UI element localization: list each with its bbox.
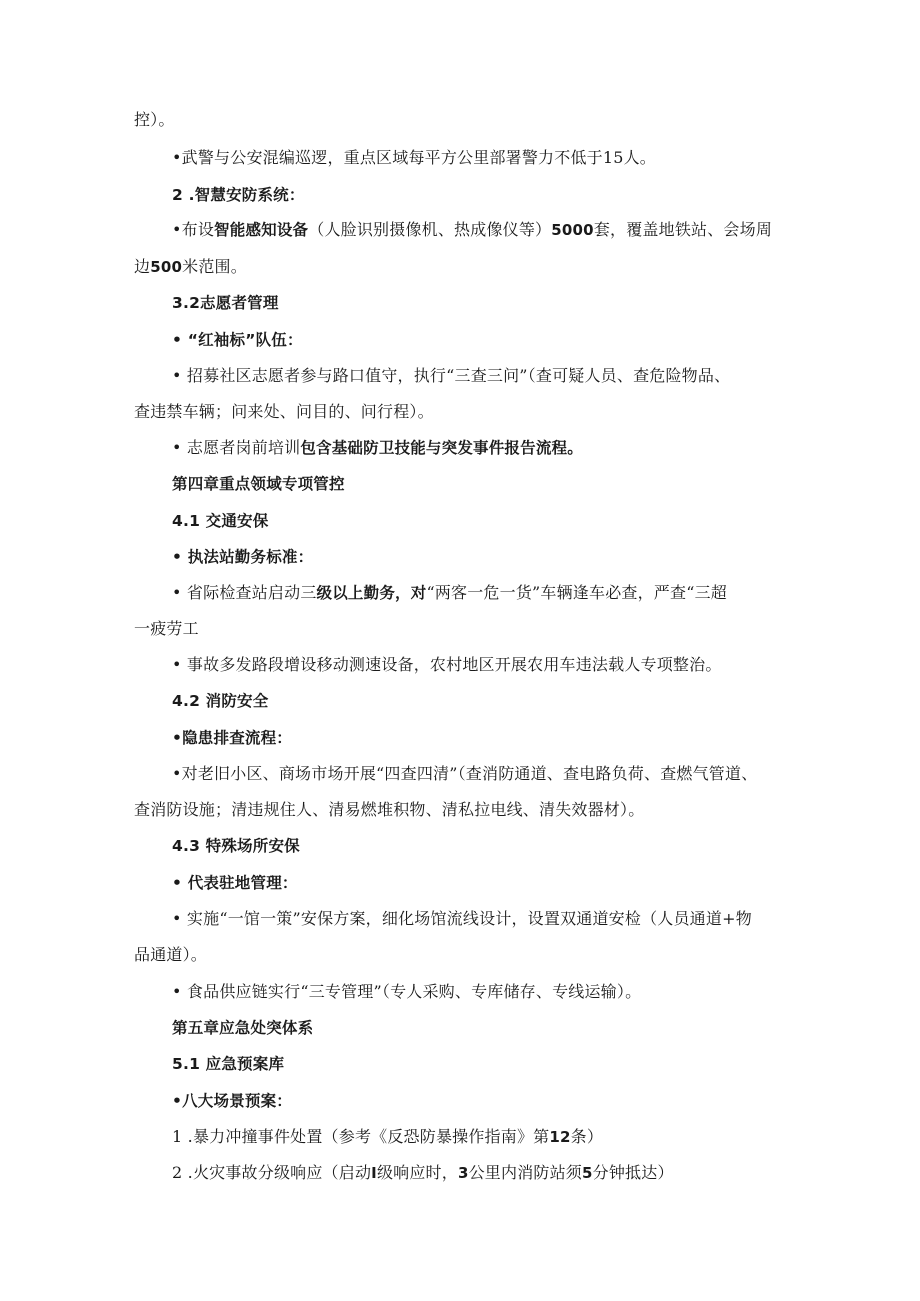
text-line: 一疲劳工 bbox=[134, 619, 199, 638]
text-line: 边500米范围。 bbox=[134, 257, 247, 276]
bullet-heading: •隐患排查流程： bbox=[172, 729, 293, 747]
text-line: 品通道）。 bbox=[134, 945, 208, 964]
section-heading: 4.1 交通安保 bbox=[172, 512, 269, 530]
bullet-item: • 食品供应链实行“三专管理”（专人采购、专库储存、专线运输）。 bbox=[172, 982, 642, 1001]
section-heading: 3.2志愿者管理 bbox=[172, 294, 279, 312]
bullet-item: • 志愿者岗前培训包含基础防卫技能与突发事件报告流程。 bbox=[172, 438, 583, 457]
bullet-item: • 事故多发路段增设移动测速设备，农村地区开展农用车违法载人专项整治。 bbox=[172, 655, 722, 674]
section-heading: 4.3 特殊场所安保 bbox=[172, 837, 300, 855]
section-heading: 4.2 消防安全 bbox=[172, 692, 269, 710]
bullet-heading: • 执法站勤务标准： bbox=[172, 548, 314, 566]
bullet-item: • 招募社区志愿者参与路口值守，执行“三查三问”（查可疑人员、查危险物品、 bbox=[172, 366, 731, 385]
chapter-heading: 第五章应急处突体系 bbox=[172, 1019, 314, 1037]
text-line: 查违禁车辆；问来处、问目的、问行程）。 bbox=[134, 402, 434, 421]
numbered-subheading: 2 .智慧安防系统： bbox=[172, 186, 305, 204]
bullet-item: •对老旧小区、商场市场开展“四查四清”（查消防通道、查电路负荷、查燃气管道、 bbox=[172, 764, 758, 783]
numbered-item: 1 .暴力冲撞事件处置（参考《反恐防暴操作指南》第12条） bbox=[172, 1127, 604, 1146]
text-line: 查消防设施；清违规住人、清易燃堆积物、清私拉电线、清失效器材）。 bbox=[134, 800, 645, 819]
chapter-heading: 第四章重点领域专项管控 bbox=[172, 475, 345, 493]
bullet-item: •武警与公安混编巡逻，重点区域每平方公里部署警力不低于15人。 bbox=[172, 148, 656, 167]
bullet-item: • 实施“一馆一策”安保方案，细化场馆流线设计，设置双通道安检（人员通道+物 bbox=[172, 909, 752, 928]
text-line: 控）。 bbox=[134, 110, 175, 129]
bullet-item: • 省际检查站启动三级以上勤务，对“两客一危一货”车辆逢车必查，严查“三超 bbox=[172, 583, 727, 602]
bullet-heading: •八大场景预案： bbox=[172, 1092, 293, 1110]
section-heading: 5.1 应急预案库 bbox=[172, 1055, 285, 1073]
numbered-item: 2 .火灾事故分级响应（启动I级响应时，3公里内消防站须5分钟抵达） bbox=[172, 1163, 674, 1182]
bullet-item: •布设智能感知设备（人脸识别摄像机、热成像仪等）5000套，覆盖地铁站、会场周 bbox=[172, 220, 773, 239]
bullet-heading: • “红袖标”队伍： bbox=[172, 331, 303, 349]
bullet-heading: • 代表驻地管理： bbox=[172, 874, 298, 892]
